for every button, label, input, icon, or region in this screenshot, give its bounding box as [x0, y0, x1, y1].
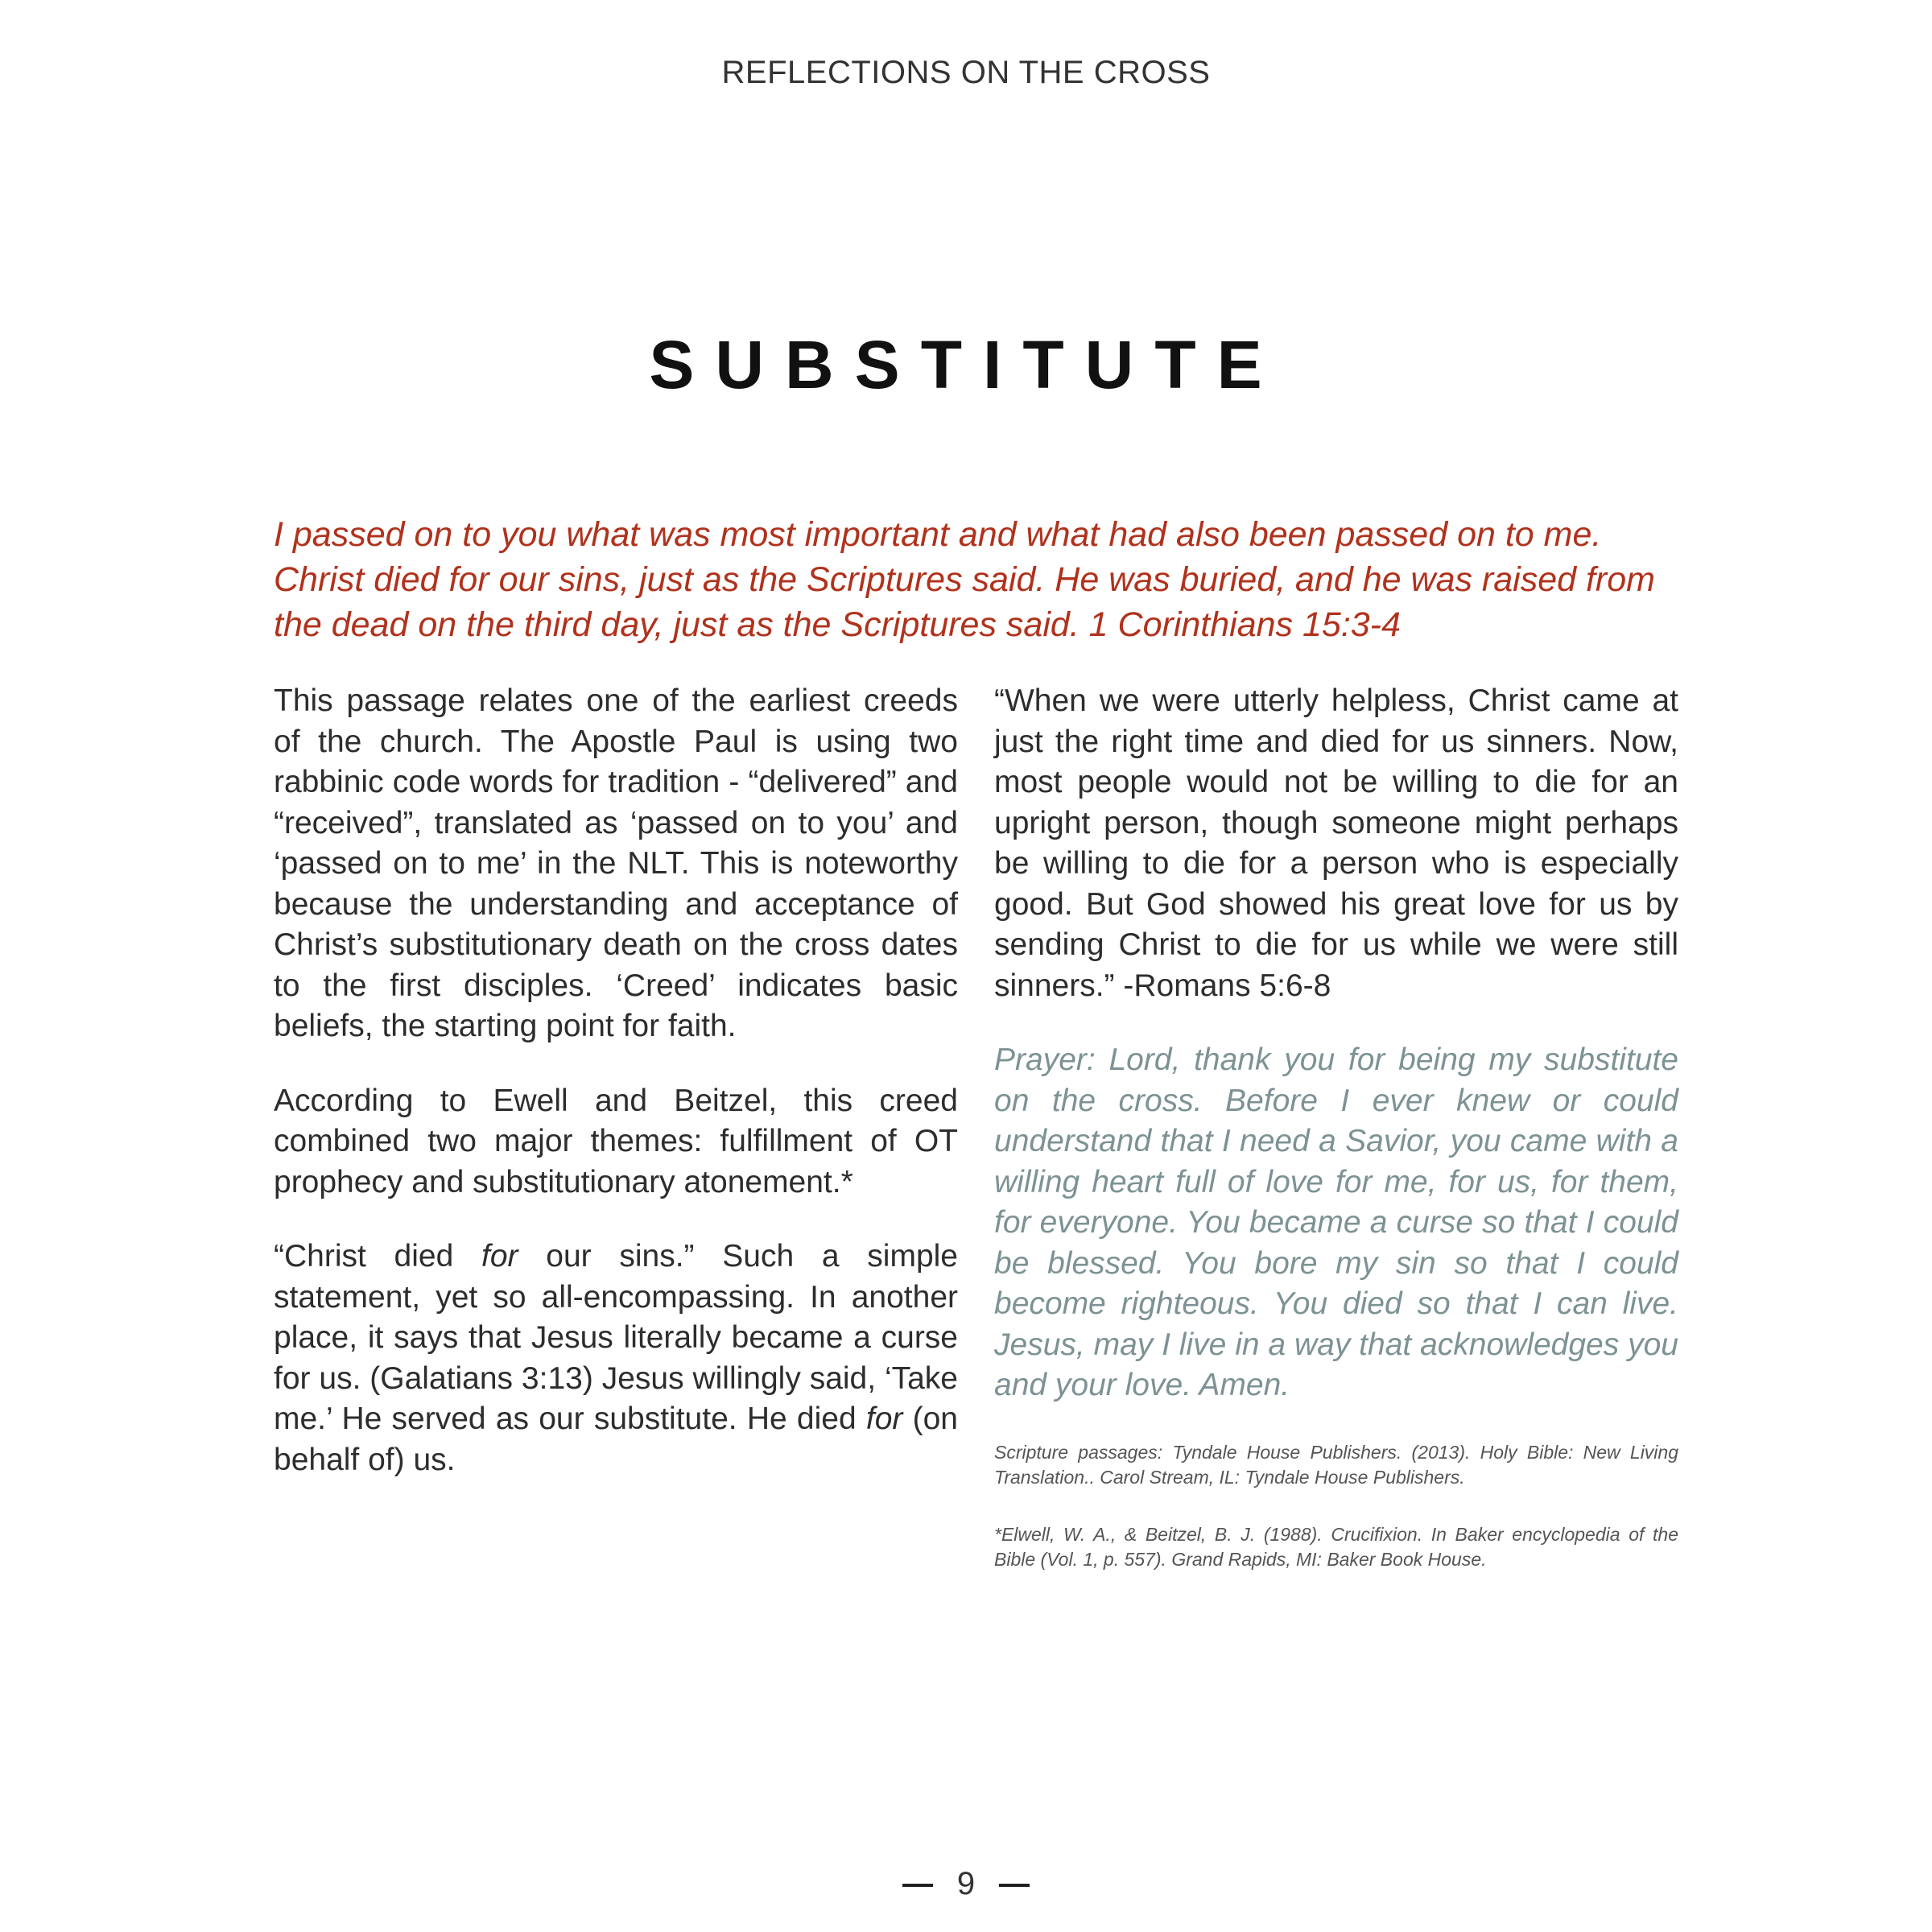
- running-header: REFLECTIONS ON THE CROSS: [721, 55, 1211, 90]
- citation-scripture: Scripture passages: Tyndale House Publishers. (2013). Holy Bible: New Living Translation.. Carol Stream, IL: Tyndale House Publishers.: [994, 1441, 1678, 1488]
- paragraph-creed: This passage relates one of the earliest creeds of the church. The Apostle Paul is using two rabbinic code words for tradition - “delivered” and “received”, translated as ‘passed on to you’ and ‘passed on to me’ in the NLT. This is noteworthy because the understanding and acceptance of Christ’s substitutionary death on the cross dates to the first disciples. ‘Creed’ indicates basic beliefs, the starting point for faith.: [274, 683, 958, 1043]
- dash-left-icon: [902, 1884, 933, 1887]
- page-number-footer: [0, 1866, 1932, 1902]
- right-column: [994, 681, 1678, 1604]
- text-segment: “Christ died: [274, 1239, 482, 1274]
- page-number: 9: [956, 1866, 976, 1901]
- scripture-quote: I passed on to you what was most important and what had also been passed on to me. Christ died for our sins, just as the Scriptures said. He was buried, and he was raised from the dead on the third day, just as the Scriptures said. 1 Corinthians 15:3-4: [274, 515, 1655, 644]
- prayer-paragraph: Prayer: Lord, thank you for being my substitute on the cross. Before I ever knew or could understand that I need a Savior, you came with a willing heart full of love for me, for us, for them, for everyone. You became a curse so that I could be blessed. You bore my sin so that I could become righteous. You died so that I can live. Jesus, may I live in a way that acknowledges you and your love. Amen.: [994, 1042, 1678, 1402]
- text-segment: our sins.” Such a simple statement, yet so all-encompassing. In another place, it says that Jesus literally became a curse for us. (Galatians 3:13) Jesus willingly said, ‘Take me.’ He served as our substitute. He died: [274, 1239, 958, 1436]
- citation-elwell: *Elwell, W. A., & Beitzel, B. J. (1988). Crucifixion. In Baker encyclopedia of the Bible (Vol. 1, p. 557). Grand Rapids, MI: Baker Book House.: [994, 1523, 1678, 1570]
- paragraph-christ-died-for: [274, 1236, 958, 1480]
- romans-quote: “When we were utterly helpless, Christ came at just the right time and died for us sinners. Now, most people would not be willing to die for an upright person, though someone might perhaps be willing to die for a person who is especially good. But God showed his great love for us by sending Christ to die for us while we were still sinners.” -Romans 5:6-8: [994, 683, 1678, 1003]
- paragraph-ewell-beitzel: According to Ewell and Beitzel, this creed combined two major themes: fulfillment of OT prophecy and substitutionary atonement.*: [274, 1083, 958, 1199]
- text-segment: (on behalf of) us.: [274, 1402, 959, 1477]
- dash-right-icon: [999, 1884, 1030, 1887]
- page-title: SUBSTITUTE: [649, 327, 1283, 402]
- emphasis-for: for: [865, 1402, 903, 1436]
- left-column: [274, 681, 958, 1514]
- emphasis-for: for: [481, 1239, 518, 1274]
